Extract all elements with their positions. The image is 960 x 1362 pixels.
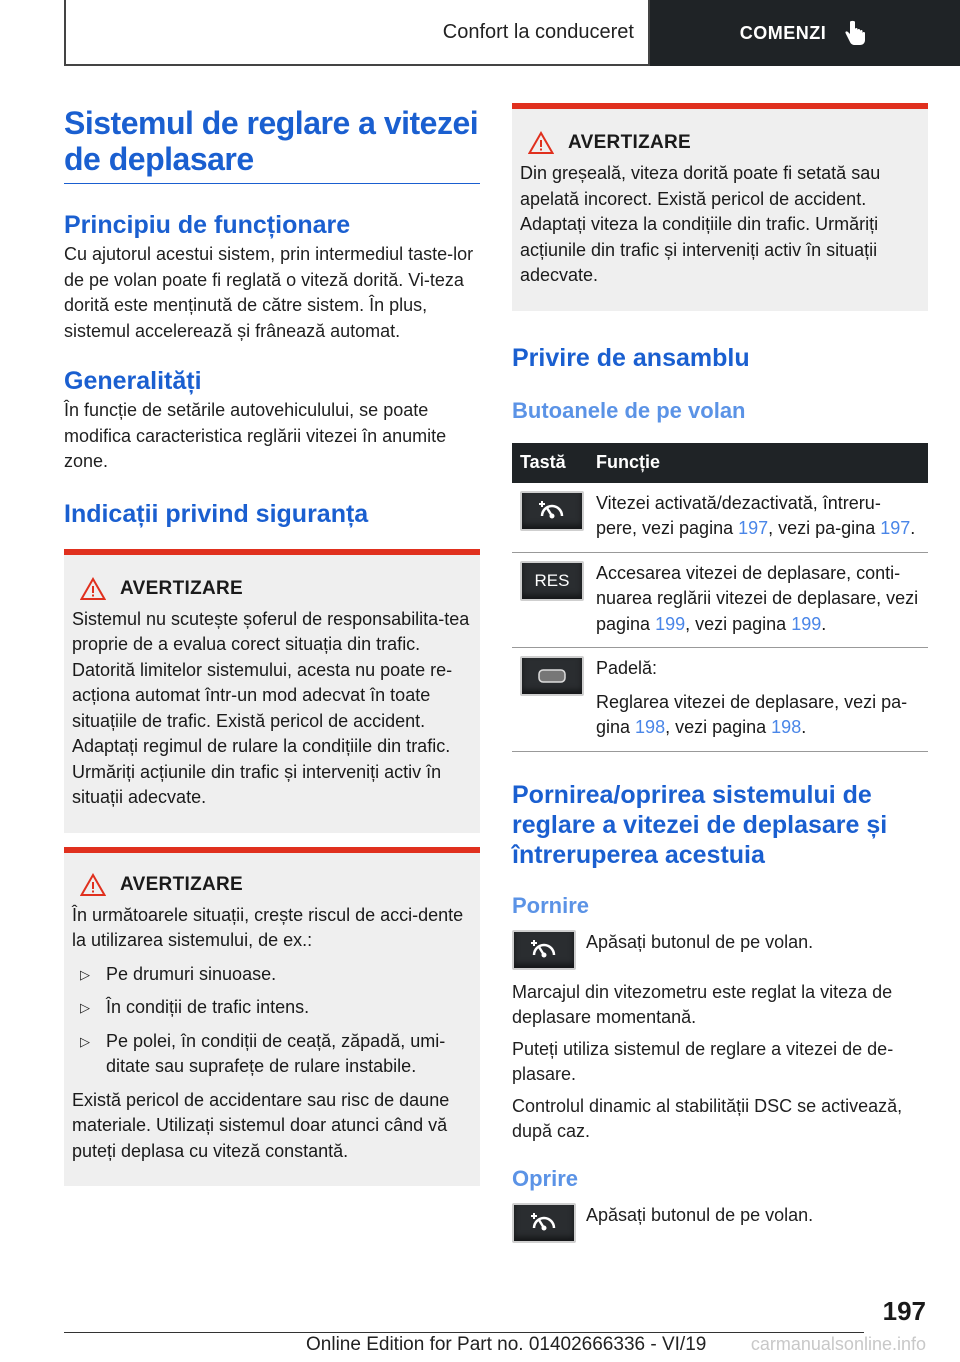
warning-header [72,873,472,897]
footer-divider [64,1332,864,1333]
principle-text: Cu ajutorul acestui sistem, prin intermediul taste-lor de pe volan poate fi reglată o viteză dorită. Vi-teza dorită este menținută de către sistem. În plus, sistemul accelerează și frânează automat. [64,244,474,341]
page-link[interactable]: 198 [771,717,802,737]
onoff-heading: Pornirea/oprirea sistemului de reglare a vitezei de deplasare și întreruperea acestuia [512,780,888,869]
bullet-triangle-icon: ▷ [80,966,90,982]
general-text: În funcție de setările autovehiculului, se poate modifica caracteristica reglării vitezei în anumite zone. [64,400,447,471]
page-link[interactable]: 198 [635,717,666,737]
warning-triangle-icon [80,577,106,601]
active-tab-comenzi[interactable] [650,0,960,66]
stop-instruction: Apăsați butonul de pe volan. [586,1204,814,1225]
right-column [512,103,928,1243]
safety-heading: Indicații privind siguranța [64,499,369,528]
column-header-function: Funcție [588,443,928,483]
table-row [512,648,928,752]
list-item: ▷ Pe drumuri sinuoase. [72,962,472,988]
page-link[interactable]: 199 [655,613,686,634]
table-row [512,483,928,553]
stop-heading: Oprire [512,1165,579,1191]
warning-box-3 [512,103,928,311]
watermark: carmanualsonline.info [750,1334,926,1354]
function-cell: Accesarea vitezei de deplasare, conti-nuarea reglării vitezei de deplasare, vezi pagina 199, vezi pagina 199. [588,552,928,648]
start-text-1: Marcajul din vitezometru este reglat la viteza de deplasare momentană. [512,981,893,1027]
start-text-3: Controlul dinamic al stabilității DSC se activează, după caz. [512,1095,903,1141]
buttons-heading: Butoanele de pe volan [512,397,746,423]
list-item: ▷ Pe polei, în condiții de ceață, zăpadă, umi-ditate sau suprafețe de rulare instabile. [72,1029,472,1080]
warning-header [72,577,472,601]
left-column [64,100,480,1186]
bullet-triangle-icon: ▷ [80,1000,90,1015]
warning-bullet-list [72,962,472,1080]
bullet-triangle-icon: ▷ [80,1033,90,1049]
overview-heading: Privire de ansamblu [512,343,750,372]
warning-label: AVERTIZARE [568,132,691,153]
edition-text: Online Edition for Part no. 01402666336 - VI/19 [306,1334,707,1355]
page-link[interactable]: 199 [791,613,822,634]
warning-text: Din greșeală, viteza dorită poate fi setată sau apelată incorect. Există pericol de accident. Adaptați viteza la condițiile din trafic. Urmăriți acțiunile din trafic și interveniți activ în situații adecvate. [520,163,881,285]
warning-header [520,131,920,155]
principle-heading: Principiu de funcționare [64,211,351,239]
finger-pointer-icon [840,18,870,48]
start-instruction: Apăsați butonul de pe volan. [586,931,814,952]
warning-triangle-icon [528,131,554,155]
res-key-icon: RES [520,561,584,601]
start-heading: Pornire [512,892,590,918]
stop-step [512,1203,928,1243]
warning-triangle-icon [80,873,106,897]
warning-box-2 [64,847,480,1187]
list-item: ▷ În condiții de trafic intens. [72,995,472,1021]
warning-label: AVERTIZARE [120,873,243,895]
warning-box-1 [64,549,480,833]
general-heading: Generalități [64,367,202,395]
page-link[interactable]: 197 [880,518,911,538]
section-title: Confort la conduceret [442,20,634,43]
header-tabs [64,0,960,66]
warning-outro: Există pericol de accidentare sau risc de daune materiale. Utilizați sistemul doar atunci când vă puteți deplasa cu viteză constantă. [72,1089,450,1161]
start-text-2: Puteți utiliza sistemul de reglare a vitezei de de-plasare. [512,1038,894,1084]
buttons-table [512,443,928,752]
page-title: Sistemul de reglare a vitezei de deplasare [64,100,480,184]
warning-label: AVERTIZARE [120,577,243,599]
table-header-row [512,443,928,483]
cruise-control-icon [512,930,576,970]
page-link[interactable]: 197 [738,518,769,538]
warning-text: Sistemul nu scutește șoferul de responsabilita-tea proprie de a evalua corect situația din trafic. Datorită limitelor sistemului, acesta nu poate re-acționa automat într-un mod adecvat în toate situațiile de trafic. Există pericol de accident. Adaptați regimul de rulare la condițiile din trafic. Urmăriți acțiunile din trafic și interveniți activ în situații adecvate. [72,608,470,807]
warning-intro: În următoarele situații, crește riscul de acci-dente la utilizarea sistemului, de ex.: [72,904,464,950]
table-row [512,552,928,648]
cruise-control-icon [512,1203,576,1243]
section-tab[interactable] [64,0,650,66]
start-step [512,930,928,970]
function-cell: Vitezei activată/dezactivată, întreru-pere, vezi pagina 197, vezi pa-gina 197. [588,483,928,553]
active-tab-label: COMENZI [739,22,827,43]
cruise-control-icon [520,491,584,531]
page-number: 197 [882,1296,926,1326]
function-cell: Padelă: Reglarea vitezei de deplasare, vezi pa-gina 198, vezi pagina 198. [588,648,928,752]
paddle-key-icon [520,656,584,696]
column-header-key: Tastă [512,443,588,483]
